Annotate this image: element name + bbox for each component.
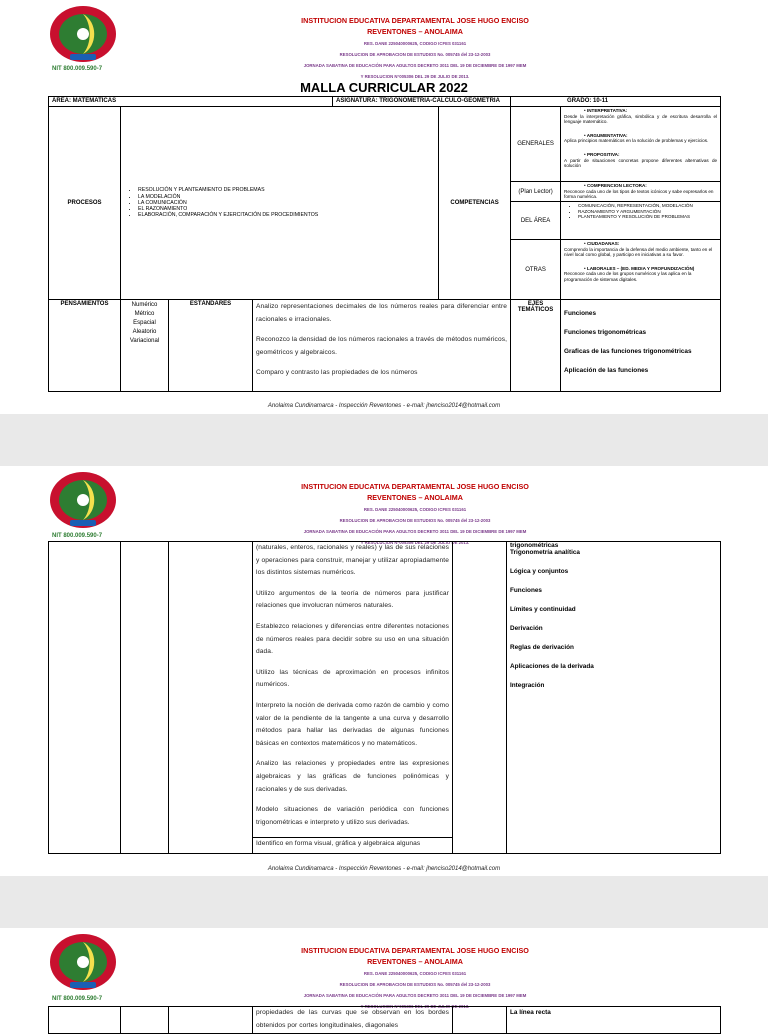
argumentativa-title: ARGUMENTATIVA: <box>586 132 628 138</box>
nit-label: NIT 800.009.590-7 <box>52 66 103 72</box>
jornada: JORNADA SABATINA DE EDUCACIÓN PARA ADULTOS DECRETO 3011 DEL 19 DE DICIEMBRE DE 1997 MEM <box>303 993 527 998</box>
eje-item: Funciones <box>510 587 542 594</box>
proceso-item: • RESOLUCIÓN Y PLANTEAMIENTO DE PROBLEMAS <box>138 187 435 193</box>
estandar-item: Reconozco la densidad de los números racionales a través de métodos numéricos, geométricos y algebraicos. <box>256 336 508 356</box>
estandares-content <box>253 300 511 392</box>
estandares-content <box>253 542 453 854</box>
nit-label: NIT 800.009.590-7 <box>52 996 103 1002</box>
propositiva-title: PROPOSITIVA: <box>586 151 620 157</box>
argumentativa-text: Aplica principios matemáticos en la solución de problemas y ejercicios. <box>564 138 709 144</box>
eje-item: Aplicaciones de la derivada <box>510 663 594 670</box>
empty-cell <box>121 542 169 854</box>
estandar-item: Analizo representaciones decimales de los números reales para diferenciar entre racionales e irracionales. <box>256 303 508 323</box>
competencias-label: COMPETENCIAS <box>439 107 511 300</box>
page-gap <box>0 876 768 928</box>
ejes-content <box>507 542 721 854</box>
page-gap <box>0 414 768 466</box>
grado-cell: GRADO: 10-11 <box>511 97 721 107</box>
del-area-label: DEL ÁREA <box>511 202 561 240</box>
page-title: MALLA CURRICULAR 2022 <box>300 80 468 95</box>
eje-item-text: La línea recta <box>510 1009 551 1016</box>
del-area-content <box>561 202 721 240</box>
lectora-content: • COMPRENCION LECTORA: Reconoce cada uno de los tipos de textos icónicos y sabe expresarlos en forma numérica. <box>561 182 721 202</box>
page-footer: Anolaima Cundinamarca - Inspección Reventones - e-mail: jhenciso2014@hotmail.com <box>267 866 501 872</box>
del-area-item: • PLANTEAMIENTO Y RESOLUCIÓN DE PROBLEMAS <box>578 214 717 220</box>
eje-item <box>507 1007 721 1034</box>
empty-cell <box>453 1007 507 1034</box>
school-logo-icon <box>48 932 118 992</box>
estandar-item: (naturales, enteros, racionales y reales) y las de sus relaciones y operaciones para construir, manejar y utilizar apropiadamente los distintos sistemas numéricos. <box>256 544 449 577</box>
empty-cell <box>49 1007 121 1034</box>
ciudadanas-text: Comprendo la importancia de la defensa del medio ambiente, tanto en el nivel local como global, y participo en iniciativas a su favor. <box>564 246 713 258</box>
plan-lector-label: (Plan Lector) <box>511 182 561 202</box>
otras-label: OTRAS <box>511 240 561 300</box>
proceso-item: • LA MODELACIÓN <box>138 194 435 200</box>
jornada: JORNADA SABATINA DE EDUCACIÓN PARA ADULTOS DECRETO 3011 DEL 19 DE DICIEMBRE DE 1997 MEM <box>303 529 527 534</box>
laborales-title: LABORALES – (ED. MEDIA Y PROFUNDIZACIÓN) <box>586 265 695 271</box>
del-area-item: • RAZONAMIENTO Y ARGUMENTACIÓN <box>578 209 717 215</box>
pensamiento-item: Métrico <box>134 311 155 317</box>
laborales-text: Reconoce cada uno de los grupos numéricos y las aplica en la programación de sistemas digitales. <box>564 271 692 282</box>
proceso-item: • LA COMUNICACIÓN <box>138 200 435 206</box>
estandar-item: Utilizo las técnicas de aproximación en procesos infinitos numéricos. <box>256 668 449 689</box>
resolucion: Y RESOLUCION N°005306 DEL 29 DE JULIO DE 2013. <box>360 540 470 545</box>
institution-name: INSTITUCION EDUCATIVA DEPARTAMENTAL JOSE HUGO ENCISO <box>301 16 529 25</box>
estandar-item: Comparo y contrasto las propiedades de los números <box>256 369 418 377</box>
lectora-title: COMPRENCION LECTORA: <box>586 183 647 188</box>
pensamientos-list <box>121 300 169 392</box>
pensamientos-label: PENSAMIENTOS <box>49 300 121 392</box>
res-aprobacion: RESOLUCION DE APROBACION DE ESTUDIOS No. 005745 del 23-12-2003 <box>339 982 491 987</box>
generales-content: • INTERPRETATIVA: Desde la interpretación gráfica, simbólica y de escritura desarrolla el lenguaje matemático. • ARGUMENTATIVA: Aplica principios matemáticos en la solución de problemas y ejercicios. • PROPOSITIVA: A partir de situaciones concretas propone diferentes alternativas de solución <box>561 107 721 182</box>
institution-header <box>230 946 600 1010</box>
res-dane: RES. DANE 225040000625, CODIGO ICFES 031161 <box>363 507 467 512</box>
estandar-item: Identifico en forma visual, gráfica y algebraica algunas <box>253 837 452 851</box>
eje-item: Límites y continuidad <box>510 606 576 613</box>
ejes-content <box>561 300 721 392</box>
ciudadanas-title: CIUDADANAS: <box>586 241 620 246</box>
generales-label: GENERALES <box>511 107 561 182</box>
proceso-item: • EL RAZONAMIENTO <box>138 206 435 212</box>
estandar-item: propiedades de las curvas que se observan en los bordes obtenidos por cortes longitudinales, diagonales <box>253 1007 453 1034</box>
res-aprobacion: RESOLUCION DE APROBACION DE ESTUDIOS No. 005745 del 23-12-2003 <box>339 52 491 57</box>
pensamiento-item: Aleatorio <box>132 329 157 335</box>
estandar-item: Establezco relaciones y diferencias entre diferentes notaciones de números reales para decidir sobre su uso en una situación dada. <box>256 622 449 656</box>
res-aprobacion: RESOLUCION DE APROBACION DE ESTUDIOS No. 005745 del 23-12-2003 <box>339 518 491 523</box>
school-logo-icon <box>48 470 118 530</box>
curriculum-table-p1 <box>48 96 721 392</box>
institution-header <box>230 482 600 546</box>
institution-header <box>230 16 600 80</box>
pensamiento-item: Variacional <box>129 338 160 344</box>
estandar-item: Interpreto la noción de derivada como razón de cambio y como valor de la pendiente de la tangente a una curva y desarrollo métodos para hallar las derivadas de algunas funciones básicas en contextos matemáticos y no matemáticos. <box>256 701 449 747</box>
resolucion: Y RESOLUCION N°005306 DEL 29 DE JULIO DE 2013. <box>360 1004 470 1009</box>
lectora-text: Reconoce cada uno de los tipos de textos icónicos y sabe expresarlos en forma numérica. <box>564 188 714 200</box>
estandar-item: Modelo situaciones de variación periódica con funciones trigonométricas e interpreto y utilizo sus derivadas. <box>256 806 449 826</box>
ejes-label: EJES TEMÁTICOS <box>511 300 561 392</box>
institution-location: REVENTONES – ANOLAIMA <box>367 493 463 502</box>
eje-item: Funciones <box>564 310 597 317</box>
institution-name: INSTITUCION EDUCATIVA DEPARTAMENTAL JOSE HUGO ENCISO <box>301 482 529 491</box>
del-area-item: • COMUNICACIÓN, REPRESENTACIÓN, MODELACIÓN <box>578 203 717 209</box>
interpretativa-title: INTERPRETATIVA: <box>586 108 628 113</box>
eje-item: Lógica y conjuntos <box>510 568 569 575</box>
eje-item: Derivación <box>510 625 543 632</box>
estandares-label: ESTÁNDARES <box>169 300 253 392</box>
proceso-item: • ELABORACIÓN, COMPARACIÓN Y EJERCITACIÓN DE PROCEDIMIENTOS <box>138 212 435 218</box>
empty-cell <box>169 542 253 854</box>
procesos-list <box>121 107 439 300</box>
empty-cell <box>121 1007 169 1034</box>
institution-location: REVENTONES – ANOLAIMA <box>367 957 463 966</box>
nit-label: NIT 800.009.590-7 <box>52 533 103 539</box>
interpretativa-text: Desde la interpretación gráfica, simbólica y de escritura desarrolla el lenguaje matemático. <box>564 113 718 125</box>
curriculum-table-p3 <box>48 1006 721 1034</box>
empty-cell <box>49 542 121 854</box>
institution-location: REVENTONES – ANOLAIMA <box>367 27 463 36</box>
pensamiento-item: Numérico <box>131 302 158 308</box>
resolucion: Y RESOLUCION N°005306 DEL 29 DE JULIO DE 2013. <box>360 74 470 79</box>
procesos-label: PROCESOS <box>49 107 121 300</box>
estandar-item: Utilizo argumentos de la teoría de números para justificar relaciones que involucran números naturales. <box>256 589 449 610</box>
eje-item: Graficas de las funciones trigonométricas <box>564 348 692 355</box>
propositiva-text: A partir de situaciones concretas propone diferentes alternativas de solución <box>564 157 718 169</box>
eje-item: Aplicación de las funciones <box>564 367 649 374</box>
page-footer: Anolaima Cundinamarca - Inspección Reventones - e-mail: jhenciso2014@hotmail.com <box>267 403 501 409</box>
estandar-item: Analizo las relaciones y propiedades entre las expresiones algebraicas y las gráficas de funciones polinómicas y racionales y de sus derivadas. <box>256 760 449 793</box>
jornada: JORNADA SABATINA DE EDUCACIÓN PARA ADULTOS DECRETO 3011 DEL 19 DE DICIEMBRE DE 1997 MEM <box>303 63 527 68</box>
empty-cell <box>453 542 507 854</box>
eje-item: Funciones trigonométricas <box>564 329 647 336</box>
pensamiento-item: Espacial <box>133 320 156 326</box>
school-logo-icon <box>48 4 118 64</box>
eje-item: Reglas de derivación <box>510 644 574 651</box>
empty-cell <box>169 1007 253 1034</box>
otras-content: • CIUDADANAS: Comprendo la importancia de la defensa del medio ambiente, tanto en el nivel local como global, y participo en iniciativas a su favor. • LABORALES – (ED. MEDIA Y PROFUNDIZACIÓN) Reconoce cada uno de los grupos numéricos y las aplica en la programación de sistemas digitales. <box>561 240 721 300</box>
asignatura-cell: ASIGNATURA: TRIGONOMETRIA-CALCULO-GEOMETRIA <box>333 97 511 107</box>
curriculum-table-p2 <box>48 541 721 854</box>
eje-item: Integración <box>510 682 545 689</box>
res-dane: RES. DANE 225040000625, CODIGO ICFES 031161 <box>363 41 467 46</box>
area-cell: ÁREA: MATEMATICAS <box>49 97 333 107</box>
eje-item: trigonométricas <box>510 542 559 549</box>
institution-name: INSTITUCION EDUCATIVA DEPARTAMENTAL JOSE HUGO ENCISO <box>301 946 529 955</box>
res-dane: RES. DANE 225040000625, CODIGO ICFES 031161 <box>363 971 467 976</box>
eje-item: Trigonometría analítica <box>510 549 580 556</box>
